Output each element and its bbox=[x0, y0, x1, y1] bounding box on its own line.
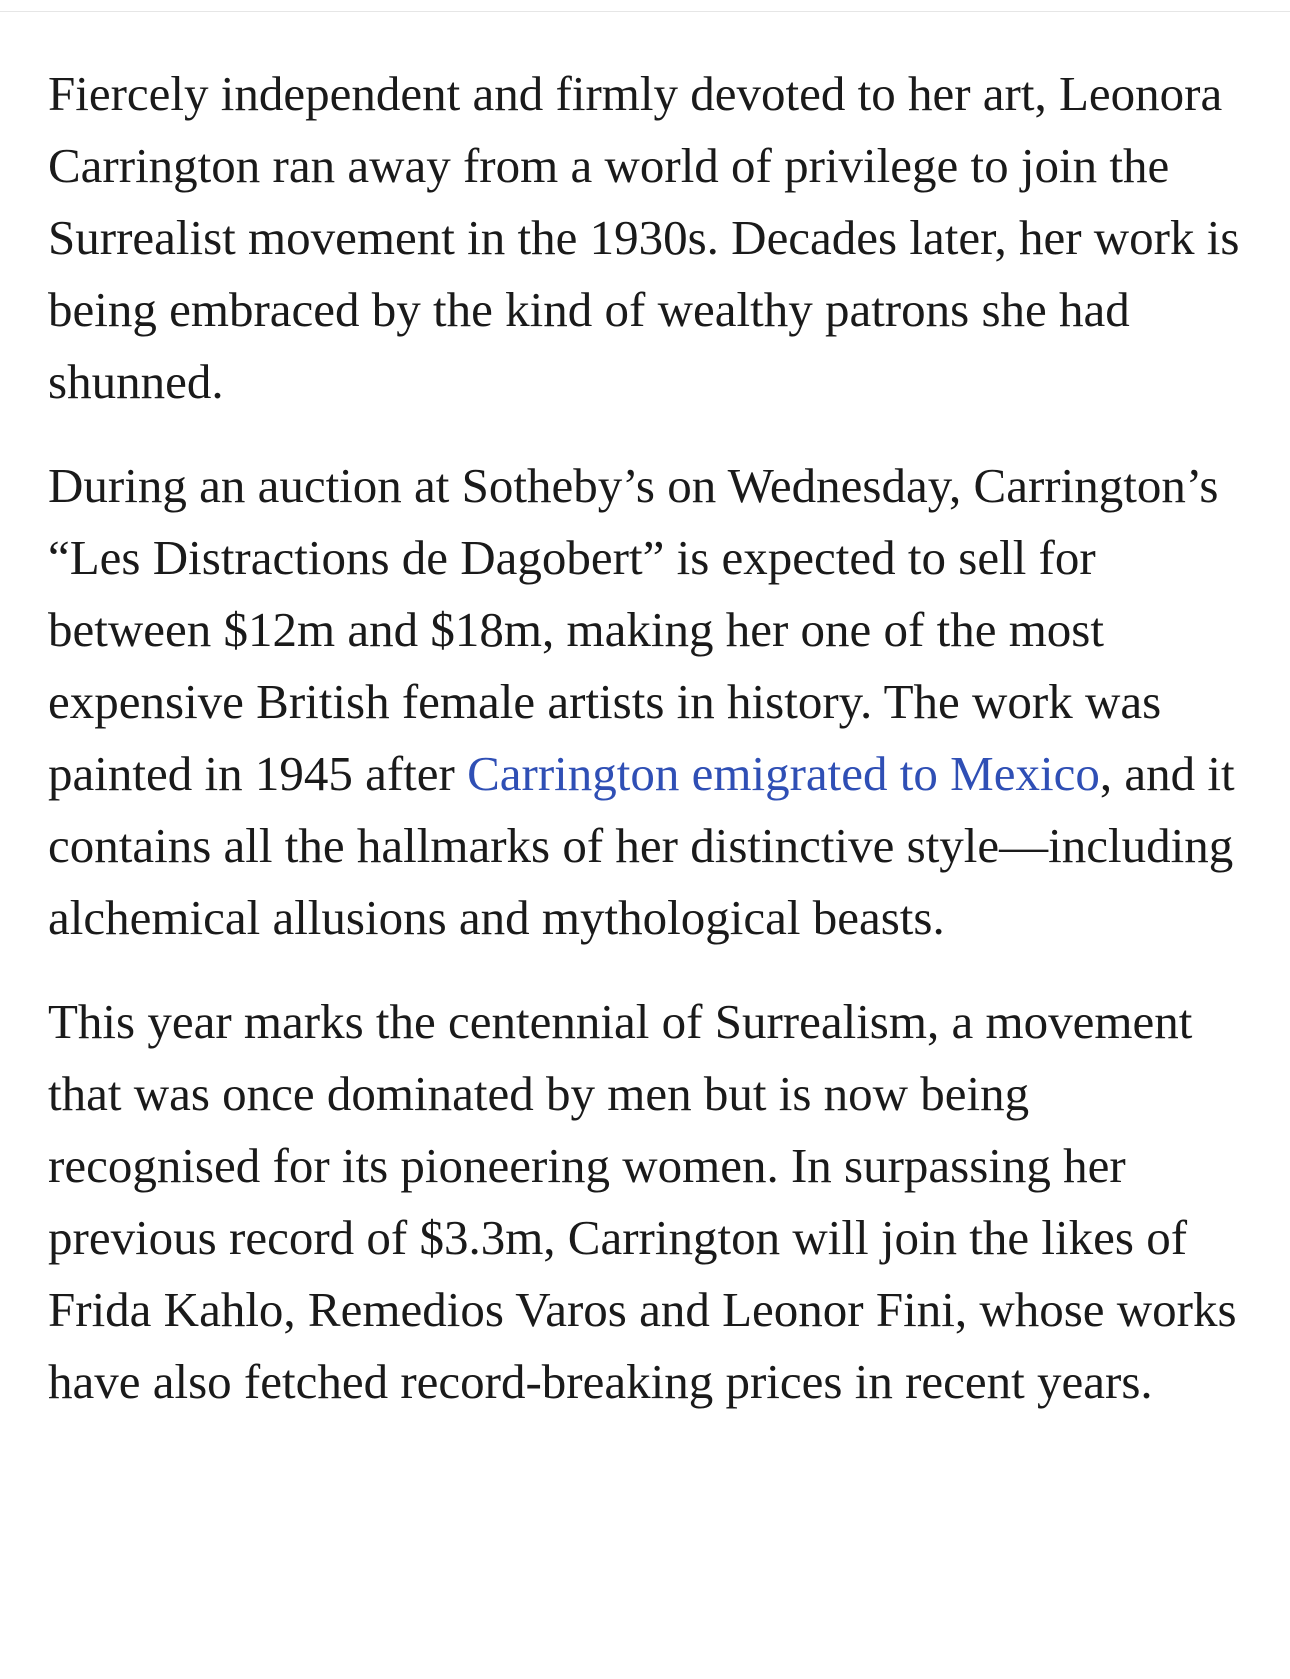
carrington-mexico-link[interactable]: Carrington emigrated to Mexico bbox=[467, 746, 1100, 801]
paragraph-3-text: This year marks the centennial of Surrealism, a movement that was once dominated by men but is now being recognised for its pioneering women. In surpassing her previous record of $3.3m, Carrington will join the likes of Frida Kahlo, Remedios Varos and Leonor Fini, whose works have also fetched record-breaking prices in recent years. bbox=[48, 994, 1237, 1409]
paragraph-2-text-before-link: During an auction at Sotheby’s on Wednesday, Carrington’s “Les Distractions de Dagobert” is expected to sell for between $12m and $18m, making her one of the most expensive British female artists in history. The work was painted in 1945 after bbox=[48, 458, 1219, 801]
paragraph-1 bbox=[48, 58, 1248, 418]
paragraph-2-text-after-link: , and it contains all the hallmarks of her distinctive style—including alchemical allusions and mythological beasts. bbox=[48, 746, 1235, 945]
top-divider bbox=[0, 11, 1290, 12]
paragraph-1-text: Fiercely independent and firmly devoted to her art, Leonora Carrington ran away from a world of privilege to join the Surrealist movement in the 1930s. Decades later, her work is being embraced by the kind of wealthy patrons she had shunned. bbox=[48, 66, 1240, 409]
paragraph-2 bbox=[48, 450, 1248, 954]
article-body bbox=[48, 58, 1248, 1450]
paragraph-3 bbox=[48, 986, 1248, 1418]
